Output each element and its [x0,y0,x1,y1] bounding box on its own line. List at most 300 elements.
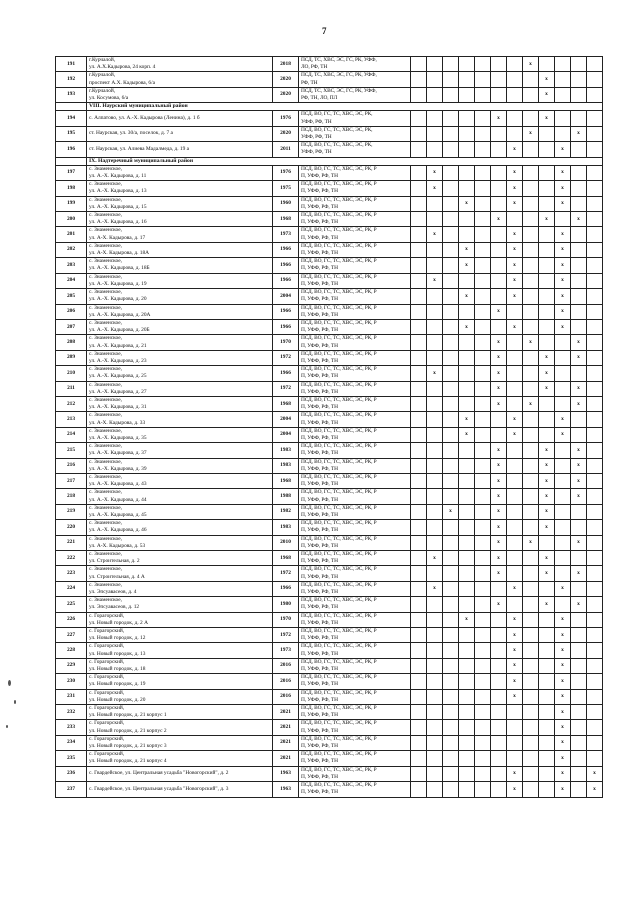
mark-cell [459,782,475,797]
address-cell [87,350,273,365]
mark-cell [427,181,443,196]
year-cell: 1968 [273,473,299,488]
mark-cell [555,735,571,750]
mark-cell [475,142,491,157]
mark-cell [587,766,603,781]
x-mark: x [513,785,516,792]
mark-cell [459,57,475,72]
mark-cell [587,142,603,157]
mark-cell [411,489,427,504]
mark-cell [571,212,587,227]
mark-cell [555,412,571,427]
row-number: 229 [56,658,87,673]
mark-cell [459,689,475,704]
address-line: ул. А.-Х. Кадырова, д. 27 [89,388,147,395]
x-mark: x [561,184,564,191]
x-mark: x [513,200,516,207]
mark-cell [587,227,603,242]
address-cell [87,674,273,689]
mark-cell [523,751,539,766]
address-line: с. Горагорский, [89,643,125,650]
mark-cell [587,126,603,141]
mark-cell [411,57,427,72]
mark-cell [555,674,571,689]
mark-cell [587,350,603,365]
year-cell: 1968 [273,396,299,411]
address-line: с. Знаменское, [89,165,122,172]
mark-cell [491,212,507,227]
mark-cell [491,705,507,720]
mark-cell [507,520,523,535]
mark-cell [491,535,507,550]
mark-cell [587,396,603,411]
mark-cell [523,504,539,519]
mark-cell [507,289,523,304]
row-number: 207 [56,319,87,334]
works-line: П, УФФ, РФ, ТН [301,265,338,272]
year-cell: 1963 [273,766,299,781]
table-row [56,227,603,242]
mark-cell [443,126,459,141]
mark-cell [411,581,427,596]
works-cell [299,142,411,157]
mark-cell [571,335,587,350]
address-line: с. Горагорский, [89,689,125,696]
x-mark: x [497,523,500,530]
address-line: ул. Новый городок, д. 18 [89,666,146,673]
works-line: ПСД, ВО, ГС, ТС, ХВС, ЭС, РК, Р [301,304,377,311]
address-line: с. Знаменское, [89,381,122,388]
table-row [56,427,603,442]
mark-cell [427,212,443,227]
address-cell [87,658,273,673]
row-number: 212 [56,396,87,411]
mark-cell [555,212,571,227]
mark-cell [507,111,523,126]
works-line: ПСД, ВО, ГС, ТС, ХВС, ЭС, РК, [301,126,373,133]
works-line: ПСД, ВО, ГС, ТС, ХВС, ЭС, РК, Р [301,489,377,496]
works-line: ПСД, ТС, ХВС, ЭС, ГС, РК, УФФ, [301,72,377,79]
works-line: ПСД, ВО, ГС, ТС, ХВС, ЭС, РК, Р [301,366,377,373]
x-mark: x [513,631,516,638]
mark-cell [555,612,571,627]
mark-cell [475,612,491,627]
mark-cell [571,181,587,196]
mark-cell [427,196,443,211]
mark-cell [587,196,603,211]
x-mark: x [513,145,516,152]
row-number: 197 [56,165,87,180]
mark-cell [491,628,507,643]
mark-cell [427,111,443,126]
mark-cell [571,319,587,334]
address-line: с. Горагорский, [89,612,125,619]
mark-cell [539,458,555,473]
mark-cell [587,381,603,396]
address-cell [87,87,273,102]
works-line: ПСД, ВО, ГС, ТС, ХВС, ЭС, РК, Р [301,319,377,326]
works-line: ПСД, ВО, ГС, ТС, ХВС, ЭС, РК, Р [301,628,377,635]
mark-cell [443,319,459,334]
year-cell: 1966 [273,366,299,381]
x-mark: x [513,616,516,623]
mark-cell [571,489,587,504]
address-line: ул. Эпсуавасеов, д. 4 [89,589,137,596]
works-line: РФ, ТН, ЛО, ПЛ [301,95,338,102]
mark-cell [427,489,443,504]
works-cell [299,751,411,766]
mark-cell [571,705,587,720]
mark-cell [459,520,475,535]
address-cell [87,126,273,141]
address-line: ул. А.-Х. Кадырова, д. 11 [89,173,147,180]
year-cell: 1980 [273,597,299,612]
mark-cell [443,412,459,427]
mark-cell [411,766,427,781]
address-line: с. Горагорский, [89,751,125,758]
works-line: УФФ, РФ, ТН [301,149,332,156]
works-line: П, УФФ, РФ, ТН [301,296,338,303]
mark-cell [427,458,443,473]
mark-cell [411,350,427,365]
mark-cell [427,57,443,72]
address-cell [87,181,273,196]
mark-cell [587,597,603,612]
address-cell [87,366,273,381]
mark-cell [587,273,603,288]
address-cell [87,396,273,411]
x-mark: x [529,338,532,345]
works-line: ПСД, ВО, ГС, ТС, ХВС, ЭС, РК, Р [301,504,377,511]
works-line: П, УФФ, РФ, ТН [301,234,338,241]
table-row [56,111,603,126]
mark-cell [475,443,491,458]
mark-cell [427,350,443,365]
mark-cell [491,57,507,72]
mark-cell [411,751,427,766]
mark-cell [539,396,555,411]
table-row [56,381,603,396]
row-number: 223 [56,566,87,581]
x-mark: x [545,508,548,515]
mark-cell [587,289,603,304]
x-mark: x [465,261,468,268]
mark-cell [555,366,571,381]
mark-cell [475,396,491,411]
x-mark: x [577,539,580,546]
mark-cell [587,520,603,535]
mark-cell [475,597,491,612]
x-mark: x [545,570,548,576]
works-cell [299,612,411,627]
mark-cell [571,674,587,689]
mark-cell [587,258,603,273]
mark-cell [587,212,603,227]
x-mark: x [513,770,516,777]
mark-cell [475,212,491,227]
x-mark: x [577,385,580,392]
mark-cell [411,720,427,735]
x-mark: x [593,785,596,792]
mark-cell [507,350,523,365]
x-mark: x [433,554,436,561]
mark-cell [555,87,571,102]
works-line: П, УФФ, РФ, ТН [301,404,338,411]
mark-cell [523,720,539,735]
section-row [56,103,603,111]
works-line: ПСД, ВО, ГС, ТС, ХВС, ЭС, РК, Р [301,658,377,665]
row-number: 228 [56,643,87,658]
mark-cell [587,304,603,319]
mark-cell [555,57,571,72]
mark-cell [443,751,459,766]
address-line: с. Знаменское, [89,458,122,465]
works-cell [299,566,411,581]
x-mark: x [433,369,436,376]
mark-cell [443,212,459,227]
mark-cell [523,643,539,658]
mark-cell [587,720,603,735]
mark-cell [427,242,443,257]
address-line: ул. Строительная, д. 4 А [89,573,145,580]
address-line: ст. Наурская, ул. Алиева Мадалмеда, д. 19 а [89,145,190,152]
address-line: ул. А.-Х. Кадырова, д. 35 [89,434,147,441]
works-line: ПСД, ВО, ГС, ТС, ХВС, ЭС, РК, Р [301,674,377,681]
mark-cell [523,242,539,257]
mark-cell [555,396,571,411]
mark-cell [507,458,523,473]
x-mark: x [577,400,580,407]
mark-cell [587,427,603,442]
mark-cell [571,473,587,488]
works-line: П, УФФ, РФ, ТН [301,419,338,426]
works-cell [299,366,411,381]
works-cell [299,674,411,689]
mark-cell [523,335,539,350]
address-cell [87,628,273,643]
mark-cell [571,57,587,72]
mark-cell [459,720,475,735]
mark-cell [459,535,475,550]
mark-cell [491,658,507,673]
mark-cell [411,126,427,141]
works-line: П, УФФ, РФ, ТН [301,465,338,472]
works-line: ПСД, ВО, ГС, ТС, ХВС, ЭС, РК, Р [301,165,377,172]
mark-cell [523,489,539,504]
address-line: ул. Новый городок, д. 20 [89,696,146,703]
mark-cell [571,396,587,411]
mark-cell [427,628,443,643]
mark-cell [523,319,539,334]
mark-cell [507,196,523,211]
mark-cell [507,751,523,766]
year-cell: 1988 [273,489,299,504]
mark-cell [475,427,491,442]
address-line: с. Горагорский, [89,658,125,665]
mark-cell [427,473,443,488]
mark-cell [523,535,539,550]
address-cell [87,258,273,273]
mark-cell [411,504,427,519]
works-line: ПСД, ВО, ГС, ТС, ХВС, ЭС, РК, Р [301,581,377,588]
x-mark: x [545,215,548,222]
address-line: с. Знаменское, [89,242,122,249]
works-cell [299,72,411,87]
works-line: УФФ, РФ, ТН [301,118,332,125]
x-mark: x [497,369,500,376]
mark-cell [555,520,571,535]
x-mark: x [529,130,532,137]
mark-cell [459,751,475,766]
works-line: ПСД, ВО, ГС, ТС, ХВС, ЭС, РК, [301,111,373,118]
works-line: П, УФФ, РФ, ТН [301,619,338,626]
works-line: П, УФФ, РФ, ТН [301,342,338,349]
address-cell [87,782,273,797]
x-mark: x [433,231,436,238]
mark-cell [459,87,475,102]
works-cell [299,412,411,427]
x-mark: x [513,585,516,592]
mark-cell [571,628,587,643]
mark-cell [427,597,443,612]
address-cell [87,273,273,288]
mark-cell [571,612,587,627]
address-line: с. Алпатово, ул. А.-Х. Кадырова (Ленина), д. 1 б [89,115,200,122]
x-mark: x [545,554,548,561]
mark-cell [523,458,539,473]
address-cell [87,643,273,658]
works-line: ПСД, ВО, ГС, ТС, ХВС, ЭС, РК, Р [301,520,377,527]
mark-cell [411,473,427,488]
mark-cell [571,689,587,704]
mark-cell [555,782,571,797]
works-cell [299,212,411,227]
section-heading: VIII. Наурский муниципальный район [87,103,603,111]
mark-cell [571,782,587,797]
mark-cell [443,273,459,288]
year-cell: 1966 [273,319,299,334]
section-number-cell [56,103,87,111]
mark-cell [427,782,443,797]
works-line: П, УФФ, РФ, ТН [301,681,338,688]
works-line: ПСД, ВО, ГС, ТС, ХВС, ЭС, РК, Р [301,212,377,219]
works-line: П, УФФ, РФ, ТН [301,434,338,441]
works-line: ПСД, ВО, ГС, ТС, ХВС, ЭС, РК, Р [301,335,377,342]
mark-cell [427,289,443,304]
table-row [56,196,603,211]
mark-cell [587,674,603,689]
x-mark: x [561,261,564,268]
x-mark: x [577,600,580,607]
mark-cell [475,335,491,350]
works-line: ПСД, ВО, ГС, ТС, ХВС, ЭС, РК, Р [301,396,377,403]
works-cell [299,720,411,735]
address-cell [87,581,273,596]
x-mark: x [561,292,564,299]
x-mark: x [545,354,548,361]
works-cell [299,227,411,242]
x-mark: x [513,662,516,669]
mark-cell [507,504,523,519]
works-line: П, УФФ, РФ, ТН [301,773,338,780]
mark-cell [555,720,571,735]
mark-cell [539,412,555,427]
works-line: П, УФФ, РФ, ТН [301,604,338,611]
works-line: ПСД, ВО, ГС, ТС, ХВС, ЭС, РК, Р [301,458,377,465]
mark-cell [475,319,491,334]
mark-cell [459,643,475,658]
address-line: ул. А.-Х. Кадырова, д. 45 [89,511,147,518]
works-line: П, УФФ, РФ, ТН [301,666,338,673]
mark-cell [443,566,459,581]
mark-cell [427,766,443,781]
x-mark: x [497,400,500,407]
mark-cell [443,489,459,504]
mark-cell [411,335,427,350]
mark-cell [427,396,443,411]
year-cell: 1972 [273,566,299,581]
mark-cell [571,535,587,550]
mark-cell [475,735,491,750]
works-line: ПСД, ВО, ГС, ТС, ХВС, ЭС, РК, Р [301,612,377,619]
x-mark: x [561,323,564,330]
mark-cell [427,126,443,141]
table-row [56,658,603,673]
mark-cell [443,227,459,242]
mark-cell [523,181,539,196]
row-number: 237 [56,782,87,797]
address-line: ул. А.Х.Кадырова, 24 корп. 4 [89,64,156,71]
row-number: 199 [56,196,87,211]
address-line: с. Знаменское, [89,181,122,188]
x-mark: x [513,292,516,299]
address-line: ул. Строительная, д. 2 [89,558,140,565]
mark-cell [507,258,523,273]
mark-cell [523,350,539,365]
mark-cell [443,581,459,596]
address-line: с. Знаменское, [89,196,122,203]
works-line: П, УФФ, РФ, ТН [301,712,338,719]
address-line: с. Знаменское, [89,489,122,496]
x-mark: x [465,431,468,438]
mark-cell [587,551,603,566]
x-mark: x [433,184,436,191]
address-line: г.Курчалой, [89,57,116,63]
mark-cell [523,304,539,319]
mark-cell [571,458,587,473]
works-cell [299,705,411,720]
x-mark: x [561,231,564,238]
table-row [56,520,603,535]
address-line: ул. А.-Х. Кадырова, д. 16 [89,219,147,226]
x-mark: x [433,585,436,592]
table-row [56,689,603,704]
mark-cell [587,57,603,72]
mark-cell [411,551,427,566]
address-line: ул. А.-Х. Кадырова, д. 39 [89,465,147,472]
mark-cell [587,181,603,196]
mark-cell [555,705,571,720]
mark-cell [491,227,507,242]
mark-cell [475,227,491,242]
mark-cell [427,751,443,766]
address-line: с. Знаменское, [89,581,122,588]
mark-cell [539,520,555,535]
mark-cell [539,628,555,643]
mark-cell [555,126,571,141]
mark-cell [523,628,539,643]
works-cell [299,551,411,566]
